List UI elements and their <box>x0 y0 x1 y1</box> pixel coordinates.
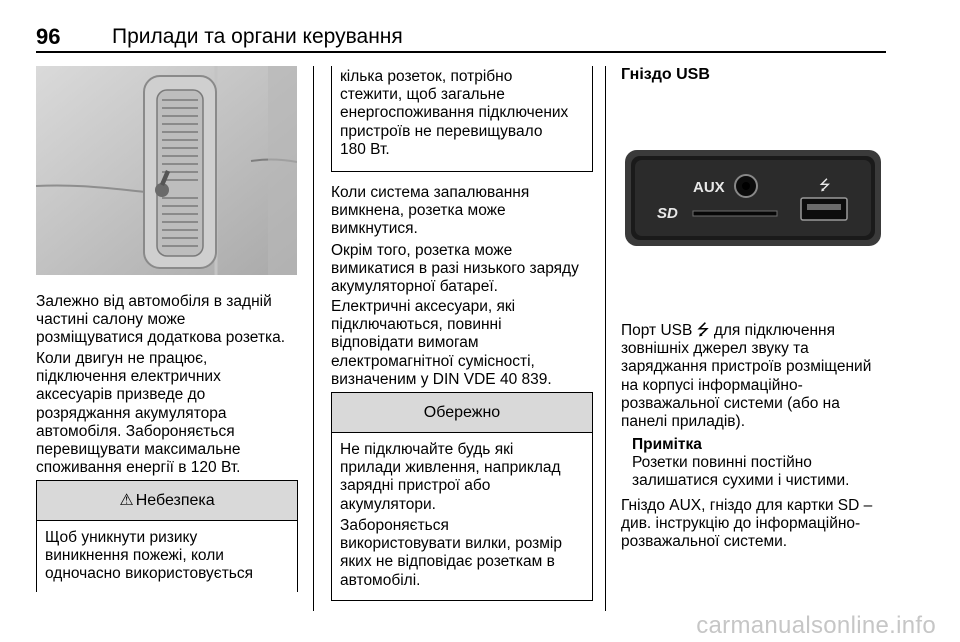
text-line: Коли двигун не працює, <box>36 350 208 367</box>
danger-box-header <box>37 481 297 521</box>
danger-box-continued <box>331 66 593 172</box>
text-line: Забороняється <box>340 517 449 534</box>
column-divider-2 <box>605 66 606 611</box>
caution-box-header <box>332 393 592 433</box>
caution-box <box>331 392 593 601</box>
text-line: використовувати вилки, розмір <box>340 535 562 553</box>
sd-label: SD <box>657 205 678 222</box>
text-line: енергоспоживання підключених <box>340 104 569 122</box>
caution-box-title: Обережно <box>423 404 501 421</box>
usb-symbol-icon: ⭍ <box>819 178 831 194</box>
text-line: автомобіля. Забороняється <box>36 422 235 440</box>
caution-text-2 <box>340 517 588 590</box>
text-line: кілька розеток, потрібно <box>340 68 513 85</box>
text-line: Не підключайте будь які <box>340 441 514 458</box>
watermark: carmanualsonline.info <box>696 612 936 639</box>
text-line: заряджання пристроїв розміщений <box>621 358 872 376</box>
text-line: акумулятори. <box>340 495 436 513</box>
aux-sd-paragraph <box>621 497 897 552</box>
text-line: пристроїв не перевищувало <box>340 122 543 140</box>
text-line: див. інструкцію до інформаційно- <box>621 515 861 533</box>
usb-port-photo <box>621 100 885 310</box>
text-line: розряджання акумулятора <box>36 404 227 422</box>
rear-socket-paragraph <box>36 293 306 348</box>
emc-paragraph <box>331 298 601 389</box>
engine-off-paragraph <box>36 350 306 477</box>
page-header <box>36 24 886 50</box>
text-line: панелі приладів). <box>621 413 745 431</box>
ignition-off-paragraph <box>331 184 601 239</box>
usb-section-heading: Гніздо USB <box>621 66 710 83</box>
text-line: 180 Вт. <box>340 140 390 158</box>
note-title: Примітка <box>632 436 702 453</box>
usb-port-illustration <box>621 100 885 310</box>
rear-socket-illustration <box>36 66 297 275</box>
text-line: споживання енергії в 120 Вт. <box>36 459 241 477</box>
danger-box-continued-text <box>340 68 588 159</box>
low-battery-paragraph <box>331 242 601 297</box>
danger-box-text <box>45 529 291 584</box>
sd-card-slot-icon <box>693 211 777 216</box>
note-text <box>632 454 894 490</box>
page-title: Прилади та органи керування <box>112 25 403 48</box>
page-number: 96 <box>36 24 61 49</box>
text-line: підключаються, повинні <box>331 316 502 334</box>
text-line: яких не відповідає розеткам в <box>340 553 555 571</box>
aux-label: AUX <box>693 179 725 196</box>
text-line: підключення електричних <box>36 368 221 386</box>
danger-box-title: Небезпека <box>135 492 215 509</box>
text-line: Порт USB ⭍ для підключення <box>621 322 836 339</box>
text-line: стежити, щоб загальне <box>340 86 505 104</box>
text-line: Залежно від автомобіля в задній <box>36 293 272 310</box>
text-line: аксесуарів призведе до <box>36 386 206 404</box>
text-line: вимкнутися. <box>331 220 418 238</box>
warning-triangle-icon: ⚠ <box>119 492 134 509</box>
text-line: частині салону може <box>36 311 186 329</box>
text-line: автомобілі. <box>340 571 421 589</box>
text-line: визначеним у DIN VDE 40 839. <box>331 370 552 388</box>
text-line: Коли система запалювання <box>331 184 530 201</box>
text-line: Щоб уникнути ризику <box>45 529 198 546</box>
text-line: перевищувати максимальне <box>36 441 241 459</box>
text-line: одночасно використовується <box>45 565 254 583</box>
header-rule <box>36 51 886 53</box>
usb-description-paragraph <box>621 322 897 431</box>
text-line: виникнення пожежі, коли <box>45 547 224 565</box>
text-line: прилади живлення, наприклад <box>340 459 561 477</box>
text-line: залишатися сухими і чистими. <box>632 472 850 490</box>
text-line: електромагнітної сумісності, <box>331 352 535 370</box>
text-line: відповідати вимогам <box>331 334 479 352</box>
text-line: на корпусі інформаційно- <box>621 376 803 394</box>
text-line: вимкнена, розетка може <box>331 202 506 220</box>
text-line: акумуляторної батареї. <box>331 278 498 296</box>
caution-text-1 <box>340 441 588 514</box>
text-line: Окрім того, розетка може <box>331 242 513 259</box>
text-line: зарядні пристрої або <box>340 477 491 495</box>
text-line: розважальної системи. <box>621 533 788 551</box>
text-line: розважальної системи (або на <box>621 394 840 412</box>
text-line: розміщуватися додаткова розетка. <box>36 329 286 347</box>
column-divider-1 <box>313 66 314 611</box>
text-line: Електричні аксесуари, які <box>331 298 516 315</box>
danger-box <box>36 480 298 592</box>
text-line: Розетки повинні постійно <box>632 454 812 471</box>
text-line: Гніздо AUX, гніздо для картки SD – <box>621 497 873 514</box>
rear-socket-photo <box>36 66 297 275</box>
text-line: вимикатися в разі низького заряду <box>331 260 579 278</box>
text-line: зовнішніх джерел звуку та <box>621 340 809 358</box>
